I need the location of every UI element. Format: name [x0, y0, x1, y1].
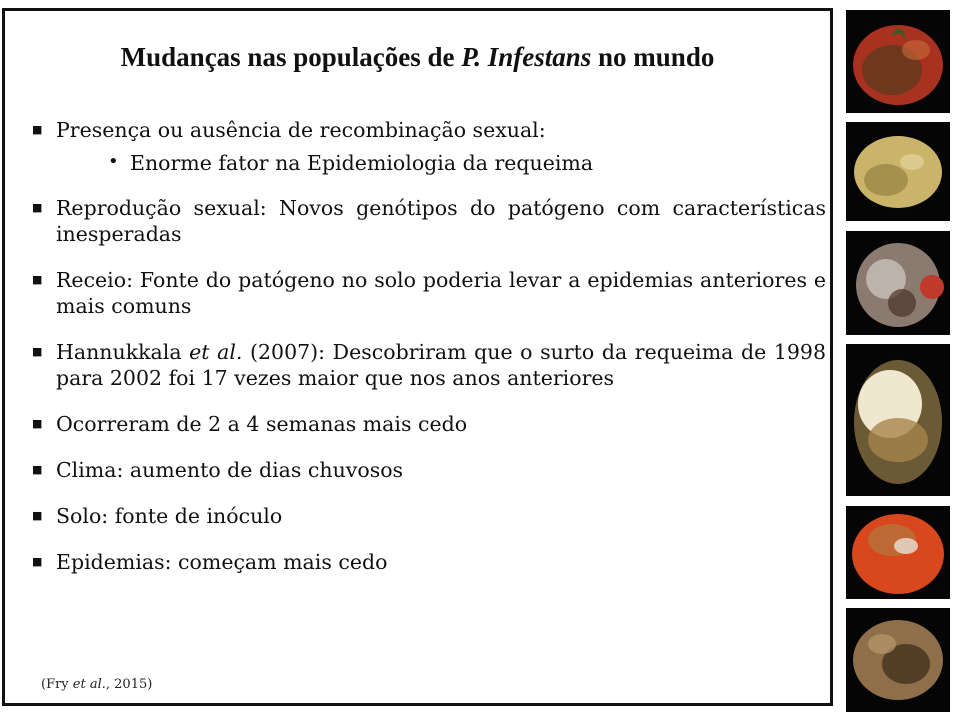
bullet-item: ■ Reprodução sexual: Novos genótipos do patógeno com características inesperadas	[32, 196, 826, 246]
slide-title: Mudanças nas populações de P. Infestans no mundo	[120, 42, 715, 72]
infected-tomato-photo	[846, 10, 950, 113]
bullet-item: ■ Ocorreram de 2 a 4 semanas mais cedo	[32, 412, 468, 436]
square-bullet-icon: ■	[32, 273, 43, 286]
infected-potato-photo	[846, 122, 950, 221]
species-name: P. Infestans	[461, 42, 592, 72]
square-bullet-icon: ■	[32, 123, 43, 136]
bullet-item: ■ Epidemias: começam mais cedo	[32, 550, 388, 574]
bullet-item: ■ Clima: aumento de dias chuvosos	[32, 458, 404, 482]
bullet-item: ■ Hannukkala et al. (2007): Descobriram que o surto da requeima de 1998 para 2002 foi 17 vezes maior que nos anos anteriores	[32, 340, 826, 390]
bullet-item: ■ Receio: Fonte do patógeno no solo poderia levar a epidemias anteriores e mais comuns	[32, 268, 826, 318]
square-bullet-icon: ■	[32, 555, 43, 568]
bullet-item: ■ Presença ou ausência de recombinação sexual:	[32, 118, 546, 142]
infected-potato-cut-photo	[846, 344, 950, 496]
bullet-item: ■ Solo: fonte de inóculo	[32, 504, 283, 528]
infected-tomato-ripe-photo	[846, 506, 950, 599]
square-bullet-icon: ■	[32, 417, 43, 430]
infected-tomato-moldy-photo	[846, 231, 950, 335]
bullet-list	[32, 117, 826, 595]
square-bullet-icon: ■	[32, 509, 43, 522]
sub-bullet-item: • Enorme fator na Epidemiologia da requeima	[108, 151, 594, 175]
square-bullet-icon: ■	[32, 345, 43, 358]
square-bullet-icon: ■	[32, 463, 43, 476]
infected-potato-brown-photo	[846, 608, 950, 712]
dot-bullet-icon: •	[108, 151, 119, 172]
photo-strip	[846, 10, 950, 713]
citation: (Fry et al., 2015)	[41, 677, 153, 692]
slide-frame	[2, 8, 833, 706]
square-bullet-icon: ■	[32, 201, 43, 214]
